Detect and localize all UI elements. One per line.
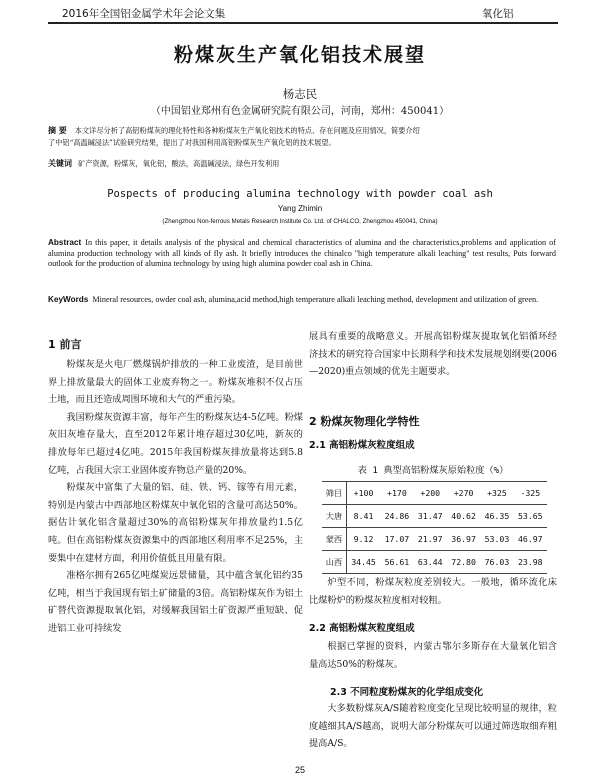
sec1-paragraph-5: 展具有重要的战略意义。开展高铝粉煤灰提取氧化铝循环经济技术的研究符合国家中长期科学和技术发展规划纲要(2006—2020)重点领域的优先主题要求。 xyxy=(309,331,557,378)
sec2-2-body xyxy=(309,638,557,673)
table-cell: 山西 xyxy=(322,551,346,574)
sec1-paragraph-2: 我国粉煤灰资源丰富，每年产生的粉煤灰达4-5亿吨。粉煤灰旧灰堆存量大，直至2012年累计堆存超过30亿吨，新灰的排放每年已超过4亿吨。2015年我国粉煤灰排放量将达到5.8亿吨，占我国大宗工业固体废弃物总产量的20%。 xyxy=(48,411,303,476)
abstract-cn xyxy=(48,125,556,149)
keywords-en xyxy=(48,295,556,306)
running-header-right: 氧化铝 xyxy=(482,8,514,20)
table-row xyxy=(322,528,547,551)
table-cell: 46.35 xyxy=(480,505,513,528)
table-cell: +100 xyxy=(346,482,380,505)
running-header-left: 2016年全国铝金属学术年会论文集 xyxy=(62,8,226,20)
table-header-row xyxy=(322,482,547,505)
table-cell: 31.47 xyxy=(414,505,447,528)
table-row xyxy=(322,551,547,574)
table-cell: 53.03 xyxy=(480,528,513,551)
table-row xyxy=(322,505,547,528)
author-name: 杨志民 xyxy=(282,87,318,101)
header-rule xyxy=(48,22,558,24)
table-cell: 53.65 xyxy=(514,505,547,528)
abstract-en-text: In this paper, it details analysis of the physical and chemical characteristics of alumina and the characteristics,problems and application of alumina production technology with all kinds of fly ash. It briefly introduces the chinalco "high temperature alkali leaching" test results, Puts forward outlook for the production of alumina technology by using high alumina powder coal ash in China. xyxy=(48,238,556,268)
paper-title: 粉煤灰生产氧化铝技术展望 xyxy=(173,44,426,66)
table-cell: 蒙西 xyxy=(322,528,346,551)
sec2-2-paragraph: 根据已掌握的资料，内蒙古鄂尔多斯存在大量氧化铝含量高达50%的粉煤灰。 xyxy=(309,641,557,670)
table-cell: 36.97 xyxy=(447,528,480,551)
table-cell: 72.80 xyxy=(447,551,480,574)
table-cell: +170 xyxy=(380,482,413,505)
subsection-2-2-heading: 2.2 高铝粉煤灰粒度组成 xyxy=(309,623,415,634)
right-column-bottom xyxy=(309,574,557,609)
table-cell: +325 xyxy=(480,482,513,505)
abstract-cn-label: 摘 要 xyxy=(48,126,67,135)
abstract-cn-line1: 本文详尽分析了高铝粉煤灰的理化特性和各种粉煤灰生产氧化铝技术的特点、存在问题及应用情况，简要介绍 xyxy=(74,126,420,135)
section-1-heading: 1 前言 xyxy=(48,338,82,351)
table-cell: 23.98 xyxy=(514,551,547,574)
sec2-1-paragraph: 炉型不同，粉煤灰粒度差别较大。一般地，循环流化床比煤粉炉的粉煤灰粒度相对较粗。 xyxy=(309,577,557,606)
abstract-cn-line2: 了中铝“高温碱浸法”试验研究结果，提出了对我国利用高铝粉煤灰生产氧化铝的技术展望。 xyxy=(48,138,336,147)
sec1-paragraph-4: 准格尔拥有265亿吨煤炭远景储量，其中蕴含氧化铝约35亿吨，相当于我国现有铝土矿储量的3倍。高铝粉煤灰作为铝土矿替代资源提取氧化铝，对缓解我国铝土矿资源严重短缺、促进铝工业可持续发 xyxy=(48,570,303,634)
table-cell: +200 xyxy=(414,482,447,505)
table-1 xyxy=(322,481,547,574)
table-cell: 63.44 xyxy=(414,551,447,574)
table-cell: 17.07 xyxy=(380,528,413,551)
table-1-caption: 表 1 典型高铝粉煤灰原始粒度（%） xyxy=(357,465,509,476)
keywords-cn-text: 矿产资源，粉煤灰，氧化铝，酸法，高温碱浸法，绿色开发利用 xyxy=(78,159,280,168)
left-column-body xyxy=(48,356,303,638)
english-author: Yang Zhimin xyxy=(277,204,323,213)
keywords-en-label: KeyWords xyxy=(48,295,89,304)
sec2-3-paragraph: 大多数粉煤灰A/S随着粒度变化呈现比较明显的规律，粒度越细其A/S越高，说明大部分粉煤灰可以通过筛选取细弃粗提高A/S。 xyxy=(309,703,557,750)
keywords-en-text: Mineral resources, owder coal ash, alumina,acid method,high temperature alkali leaching method, development and utilization of green. xyxy=(92,295,539,304)
subsection-2-1-heading: 2.1 高铝粉煤灰粒度组成 xyxy=(309,440,415,451)
table-cell: 筛目 xyxy=(322,482,346,505)
keywords-cn-label: 关键词 xyxy=(48,159,72,168)
right-column-top xyxy=(309,328,557,381)
english-title: Pospects of producing alumina technology with powder coal ash xyxy=(107,188,493,200)
sec1-paragraph-3: 粉煤灰中富集了大量的铝、硅、铁、钙、镓等有用元素，特别是内蒙古中西部地区粉煤灰中氧化铝的含量可高达50%。据估计氧化铝含量超过30%的高铝粉煤灰年排放量约1.5亿吨。但在高铝粉煤灰资源集中的西部地区利用率不足25%，主要集中在建材方面，利用价值低且用量有限。 xyxy=(48,482,303,564)
keywords-cn xyxy=(48,158,556,169)
page-number: 25 xyxy=(294,765,305,775)
subsection-2-3-heading: 2.3 不同粒度粉煤灰的化学组成变化 xyxy=(330,687,484,698)
table-cell: 9.12 xyxy=(346,528,380,551)
sec1-paragraph-1: 粉煤灰是火电厂燃煤锅炉排放的一种工业废渣，是目前世界上排放量最大的固体工业废弃物之一。粉煤灰堆积不仅占压土地，而且还造成周围环境和大气的严重污染。 xyxy=(48,359,303,406)
table-cell: 24.86 xyxy=(380,505,413,528)
table-cell: 大唐 xyxy=(322,505,346,528)
table-cell: +270 xyxy=(447,482,480,505)
table-cell: 56.61 xyxy=(380,551,413,574)
table-cell: 76.03 xyxy=(480,551,513,574)
table-cell: 40.62 xyxy=(447,505,480,528)
section-2-heading: 2 粉煤灰物理化学特性 xyxy=(309,415,420,428)
abstract-en-label: Abstract xyxy=(48,238,82,247)
table-cell: 46.97 xyxy=(514,528,547,551)
table-cell: 34.45 xyxy=(346,551,380,574)
english-affiliation: (Zhengzhou Non-ferrous Metals Research Institute Co. Ltd. of CHALCO, Zhengzhou 450041, China) xyxy=(162,218,438,225)
table-cell: -325 xyxy=(514,482,547,505)
abstract-en xyxy=(48,238,556,270)
author-affiliation: （中国铝业郑州有色金属研究院有限公司，河南，郑州：450041） xyxy=(150,106,450,117)
sec2-3-body xyxy=(309,700,557,753)
table-cell: 21.97 xyxy=(414,528,447,551)
table-cell: 8.41 xyxy=(346,505,380,528)
